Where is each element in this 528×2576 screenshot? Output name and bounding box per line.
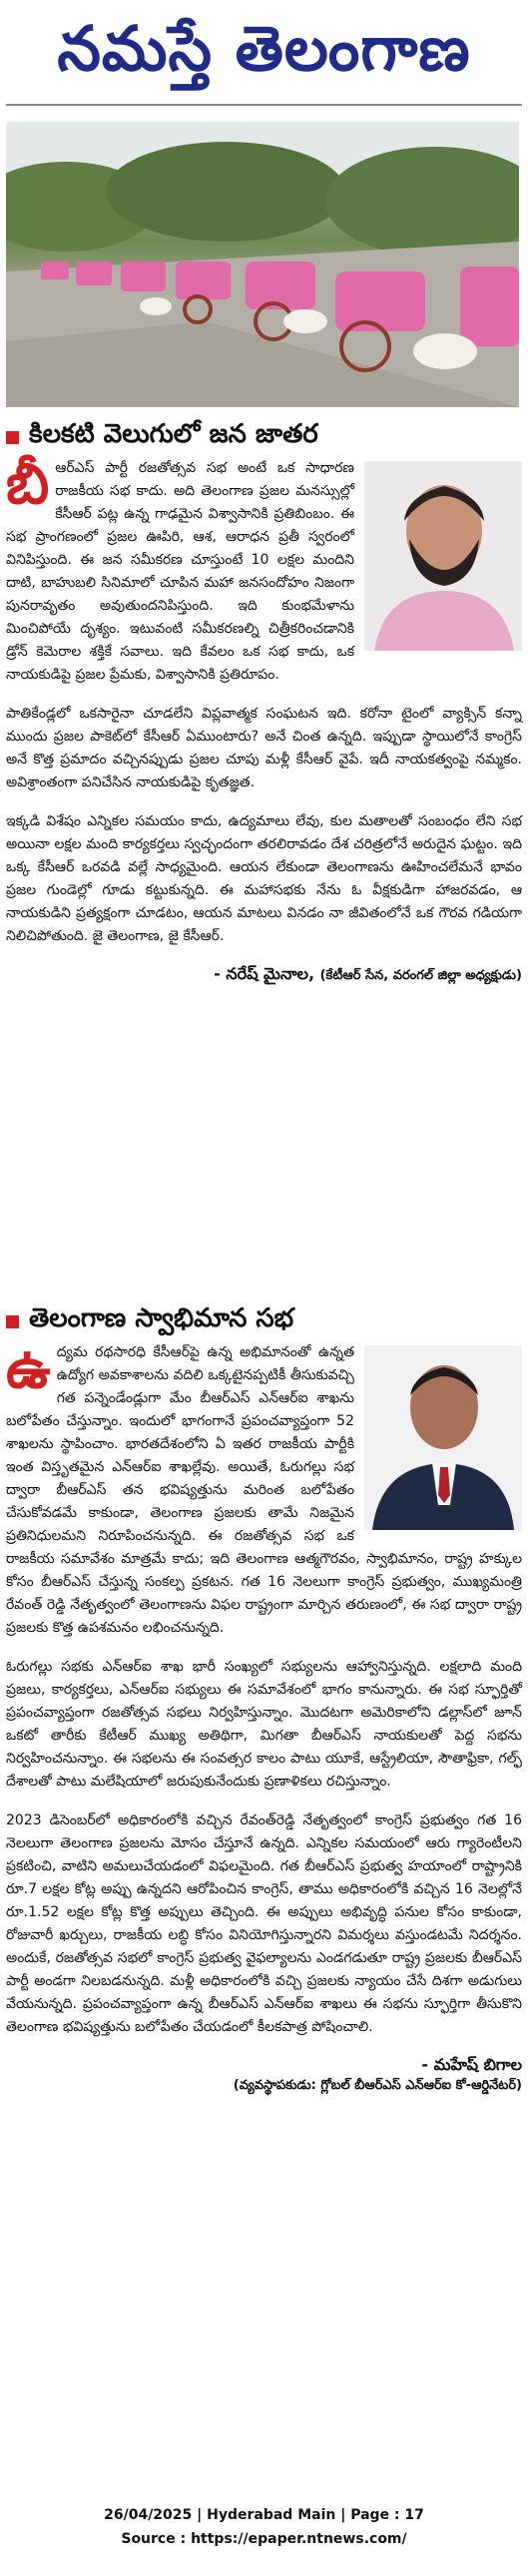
article-1-paragraph-2: పాతికేండ్లలో ఒకసారైనా చూడలేని విప్లవాత్మక సంఘటన ఇది. కరోనా టైంలో వ్యాక్సిన్ కన్నా ముందు ప్రజల పాకెట్‌లో కేసీఆర్ ఏముంటారు? అనే చింత ఉన్నది. ఇప్పుడా స్థాయిలోనే కాంగ్రెస్ అనే కొత్త ప్రమాదం వచ్చినప్పుడు ప్రజల చూపు మళ్లీ కేసీఆర్ వైపే. ఇదీ నాయకత్వంపై నమ్మకం. అవిశ్రాంతంగా పనిచేసిన నాయకుడిపై కృతజ్ఞత. (6, 706, 522, 790)
author-name: - మహేష్ బిగాల (421, 2055, 522, 2074)
source-link[interactable]: Source : https://epaper.ntnews.com/ (121, 2531, 407, 2547)
dropcap: బీ (6, 452, 50, 517)
article-1-headline: కిలకటి వెలుగులో జన జాతర (29, 419, 318, 449)
procession-photo (6, 122, 519, 407)
masthead (0, 0, 528, 100)
article-1-paragraph-3: ఇక్కడి విశేషం ఎన్నికల సమయం కాదు, ఉద్యమాలు లేవు, కుల మతాలతో సంబంధం లేని సభ అయినా లక్షల మంది కార్యకర్తలు స్వచ్ఛందంగా తరలిరావడం దేశ చరిత్రలోనే అరుదైన ఘట్టం. ఇది ఒక్క కేసీఆర్ ఒరవడి వల్లే సాధ్యమైంది. ఆయన లేకుండా తెలంగాణను ఊహించలేమనే భావం ప్రజల గుండెల్లో గూడు కట్టుకున్నది. ఈ మహాసభకు నేను ఓ వీక్షకుడిగా హాజరవడం, ఆ నాయకుడిని ప్రత్యక్షంగా చూడటం, ఆయన మాటలు వినడం నా జీవితంలోనే ఒక గౌరవ గడియగా నిలిచిపోతుంది. జై తెలంగాణ, జై కేసీఆర్. (6, 813, 522, 944)
dropcap: ఉ (6, 1336, 51, 1401)
author-role: (వ్యవస్థాపకుడు: గ్లోబల్ బీఆర్ఎస్ ఎన్ఆర్ఐ కో-ఆర్డినేటర్) (233, 2078, 522, 2093)
bullock-cart-procession-illustration (6, 122, 519, 407)
article-2-paragraph-1: ఉద్యమ రథసారధి కేసీఆర్‌పై ఉన్న అభిమానంతో ఉన్నత ఉద్యోగ అవకాశాలను వదిలి ఒక్కటైనప్పటికీ తీసుకువచ్చి గత పన్నెండేండ్లుగా మేం బీఆర్ఎస్ ఎన్ఆర్ఐ శాఖను బలోపేతం చేస్తున్నాం. ఇందులో భాగంగానే ప్రపంచవ్యాప్తంగా 52 శాఖలను స్థాపించాం. భారతదేశంలోని ఏ ఇతర రాజకీయ పార్టీకి ఇంత విస్తృతమైన ఎన్ఆర్ఐ శాఖల్లేవు. అయితే, ఓరుగల్లు సభ ద్వారా బీఆర్ఎస్ తన భవిష్యత్తును మరింత బలోపేతం చేసుకోవడమే కాకుండా, తెలంగాణ ప్రజలకు తామే నిజమైన ప్రతినిధులమని నిరూపించనున్నది. ఈ రజతోత్సవ సభ ఒక రాజకీయ సమావేశం మాత్రమే కాదు; ఇది తెలంగాణ ఆత్మగౌరవం, స్వాభిమానం, రాష్ట్ర హక్కుల కోసం బీఆర్ఎస్ చేస్తున్న సంకల్ప ప్రకటన. గత 16 నెలలుగా కాంగ్రెస్ ప్రభుత్వం, ముఖ్యమంత్రి రేవంత్ రెడ్డి నేతృత్వంలో తెలంగాణను విఫల రాష్ట్రంగా మార్చిన తరుణంలో, ఈ సభ ద్వారా రాష్ట్ర ప్రజలకు కొత్త ఉపశమనం లభించనున్నది. (6, 1336, 522, 1636)
edition-info: 26/04/2025 | Hyderabad Main | Page : 17 (104, 2507, 424, 2523)
article-1-paragraph-1: బీఆర్ఎస్ పార్టీ రజతోత్సవ సభ అంటే ఒక సాధారణ రాజకీయ సభ కాదు. అది తెలంగాణ ప్రజల మనస్సుల్లో కేసీఆర్ పట్ల ఉన్న గాఢమైన విశ్వాసానికి ప్రతిబింబం. ఈ సభ ప్రాంగణంలో ప్రజల ఊపిరి, ఆశ, ఆరాధన ప్రతీ స్వరంలో వినిపిస్తుంది. ఈ జన సమీకరణ చూస్తుంటే 10 లక్షల మందిని దాటి, బాహుబలి సినిమాలో చూపిన మహా జనసందోహం నిజంగా పునరావృతం అవుతుందనిపిస్తుంది. ఇది కుంభమేళాను మించిపోయే దృశ్యం. ఇటువంటి సమీకరణల్ని చిత్రీకరించడానికి డ్రోన్ కెమెరాల శక్తికే సవాలు. ఇది కేవలం ఒక సభ కాదు, ఒక నాయకుడిపై ప్రజల ప్రేమకు, విశ్వాసానికి ప్రతిరూపం. (6, 452, 354, 683)
article-2-paragraph-2: ఓరుగల్లు సభకు ఎన్ఆర్ఐ శాఖ భారీ సంఖ్యలో సభ్యులను ఆహ్వానిస్తున్నది. లక్షలాది మంది ప్రజలు, కార్యకర్తలు, ఎన్ఆర్ఐ సభ్యులు ఈ సమావేశంలో భాగం కానున్నారు. ఈ సభ స్ఫూర్తితో ప్రపంచవ్యాప్తంగా రజతోత్సవ సభలు నిర్వహిస్తున్నాం. మొదటగా అమెరికాలోని డల్లాస్‌లో జూన్ ఒకటో తారీకు కేటీఆర్ ముఖ్య అతిథిగా, మిగతా బీఆర్ఎస్ నాయకులతో పెద్ద సభను నిర్వహించనున్నాం. ఈ సభలను ఈ సంవత్సర కాలం పాటు యూకే, ఆస్ట్రేలియా, సౌతాఫ్రికా, గల్ఫ్ దేశాలతో పాటు మలేషియాలో జరుపుకునేందుకు ప్రణాళికలు రచిస్తున్నాం. (6, 1659, 522, 1790)
author-name: - నరేష్ మైనాల, (214, 964, 315, 983)
red-square-icon (6, 1315, 19, 1328)
author-1-photo (364, 461, 522, 651)
article-2-byline (6, 2055, 522, 2096)
masthead-rule (6, 104, 522, 106)
article-2-paragraph-3: 2023 డిసెంబర్‌లో అధికారంలోకి వచ్చిన రేవంత్‌రెడ్డి నేతృత్వంలో కాంగ్రెస్ ప్రభుత్వం గత 16 నెలలుగా తెలంగాణ ప్రజలను మోసం చేస్తూనే ఉన్నది. ఎన్నికల సమయంలో ఆరు గ్యారెంటీలని ప్రకటించి, వాటిని అమలుచేయడంలో విఫలమైంది. గత బీఆర్ఎస్ ప్రభుత్వ హయాంలో రాష్ట్రానికి రూ.7 లక్షల కోట్ల అప్పు ఉన్నదని ఆరోపించిన కాంగ్రెస్, తాము అధికారంలోకి వచ్చిన 16 నెలల్లోనే రూ.1.52 లక్షల కోట్ల కొత్త అప్పులు తెచ్చింది. ఈ అప్పులు అభివృద్ధి పనుల కోసం కాకుండా, రోజువారీ ఖర్చులు, రాజకీయ లబ్ధి కోసం వినియోగిస్తున్నారని విమర్శలు వస్తుండటమే నిదర్శనం. అందుకే, రజతోత్సవ సభలో కాంగ్రెస్ ప్రభుత్వ వైఫల్యాలను ఎండగడుతూ రాష్ట్ర ప్రజలకు బీఆర్ఎస్ పార్టీ అండగా నిలబడనున్నది. మళ్లీ అధికారంలోకి వచ్చి ప్రజలకు న్యాయం చేసే దిశగా అడుగులు వేయనున్నది. ప్రపంచవ్యాప్తంగా ఉన్న బీఆర్ఎస్ ఎన్ఆర్ఐ శాఖలు ఈ సభను స్ఫూర్తిగా తీసుకొని తెలంగాణ భవిష్యత్తును బలోపేతం చేయడంలో కీలకపాత్ర పోషించాలి. (6, 1812, 522, 2035)
author-2-photo (364, 1345, 522, 1530)
author-role: (కేటీఆర్ సేన, వరంగల్ జిల్లా అధ్యక్షుడు) (319, 968, 522, 983)
article-2 (6, 1301, 522, 2096)
article-2-headline: తెలంగాణ స్వాభిమాన సభ (29, 1303, 294, 1333)
article-1-byline (6, 964, 522, 987)
article-2-heading (6, 1301, 522, 1341)
page-footer (0, 2503, 528, 2551)
article-1 (6, 417, 522, 987)
article-1-heading (6, 417, 522, 457)
red-square-icon (6, 431, 19, 444)
newspaper-name: నమస్తే తెలంగాణ (57, 12, 471, 85)
